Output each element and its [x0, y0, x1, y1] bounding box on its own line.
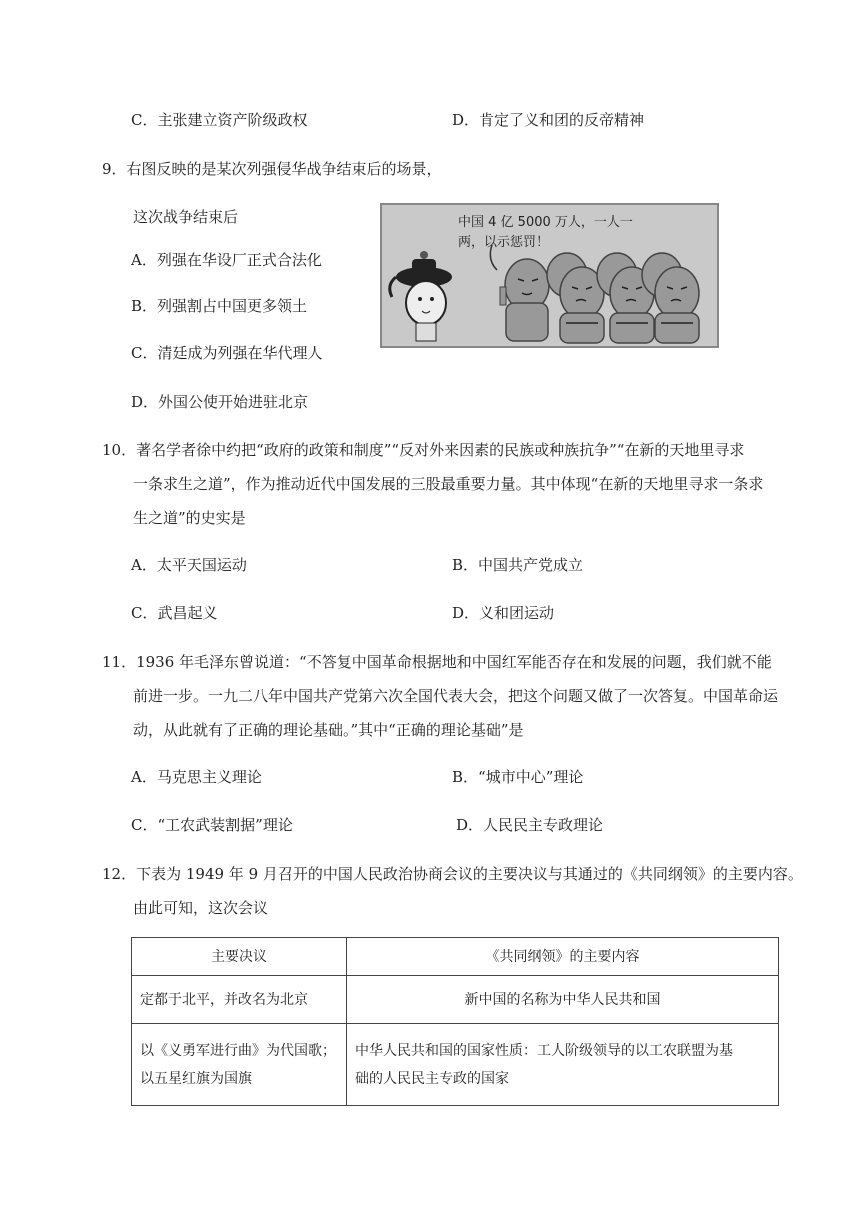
- q11-stem-line1: 11．1936 年毛泽东曾说道：“不答复中国革命根据地和中国红军能否存在和发展的问题，我们就不能: [102, 653, 772, 671]
- q12-resolutions-table: [131, 937, 779, 1106]
- table-row1-right: 新中国的名称为中华人民共和国: [347, 976, 779, 1024]
- q11-option-a: A．马克思主义理论: [131, 768, 262, 786]
- q10-option-a: A．太平天国运动: [131, 556, 247, 574]
- q9-option-c: C．清廷成为列强在华代理人: [131, 344, 323, 362]
- foreign-powers-group: [505, 253, 699, 343]
- q10-option-c: C．武昌起义: [131, 604, 218, 622]
- table-row: [132, 1024, 779, 1106]
- table-header-left: 主要决议: [132, 938, 347, 976]
- cartoon-drawing: [382, 205, 717, 346]
- table-row2-right-line2: 础的人民民主专政的国家: [355, 1070, 509, 1087]
- cartoon-caption-line2: 两，以示惩罚！: [458, 235, 550, 250]
- q10-stem-line3: 生之道”的史实是: [133, 509, 246, 527]
- q9-stem-continued: 这次战争结束后: [133, 208, 239, 226]
- q9-option-a: A．列强在华设厂正式合法化: [131, 251, 322, 269]
- q9-cartoon-image: [380, 203, 719, 348]
- q11-option-c: C．“工农武装割据”理论: [131, 816, 293, 834]
- q8-option-c: C．主张建立资产阶级政权: [131, 111, 308, 129]
- q12-stem-line1: 12．下表为 1949 年 9 月召开的中国人民政治协商会议的主要决议与其通过的《共同纲领》的主要内容。: [102, 865, 803, 883]
- q10-option-d: D．义和团运动: [452, 604, 555, 622]
- cartoon-caption-line1: 中国 4 亿 5000 万人，一人一: [458, 215, 633, 230]
- table-row2-left-line1: 以《义勇军进行曲》为代国歌；: [140, 1042, 336, 1059]
- q10-stem-line1: 10．著名学者徐中约把“政府的政策和制度”“反对外来因素的民族或种族抗争”“在新的天地里寻求: [102, 441, 745, 459]
- table-header-right: 《共同纲领》的主要内容: [347, 938, 779, 976]
- table-row2-right-line1: 中华人民共和国的国家性质：工人阶级领导的以工农联盟为基: [355, 1042, 733, 1059]
- q10-option-b: B．中国共产党成立: [452, 556, 584, 574]
- q11-stem-line2: 前进一步。一九二八年中国共产党第六次全国代表大会，把这个问题又做了一次答复。中国革命运: [133, 687, 779, 705]
- q9-option-d: D．外国公使开始进驻北京: [131, 393, 309, 411]
- q11-stem-line3: 动，从此就有了正确的理论基础。”其中“正确的理论基础”是: [133, 721, 524, 739]
- q11-option-d: D．人民民主专政理论: [456, 816, 604, 834]
- table-row2-right: [347, 1024, 779, 1106]
- q12-stem-line2: 由此可知，这次会议: [133, 899, 269, 917]
- table-row: [132, 976, 779, 1024]
- q11-option-b: B．“城市中心”理论: [452, 768, 584, 786]
- table-header-row: [132, 938, 779, 976]
- table-row2-left: [132, 1024, 347, 1106]
- q9-option-b: B．列强割占中国更多领土: [131, 297, 308, 315]
- qing-official-figure: [390, 251, 452, 341]
- q8-option-d: D．肯定了义和团的反帝精神: [452, 111, 645, 129]
- q9-stem: 9．右图反映的是某次列强侵华战争结束后的场景，: [102, 160, 442, 178]
- table-row2-left-line2: 以五星红旗为国旗: [140, 1070, 252, 1087]
- q10-stem-line2: 一条求生之道”，作为推动近代中国发展的三股最重要力量。其中体现“在新的天地里寻求一条求: [133, 475, 764, 493]
- table-row1-left: 定都于北平，并改名为北京: [132, 976, 347, 1024]
